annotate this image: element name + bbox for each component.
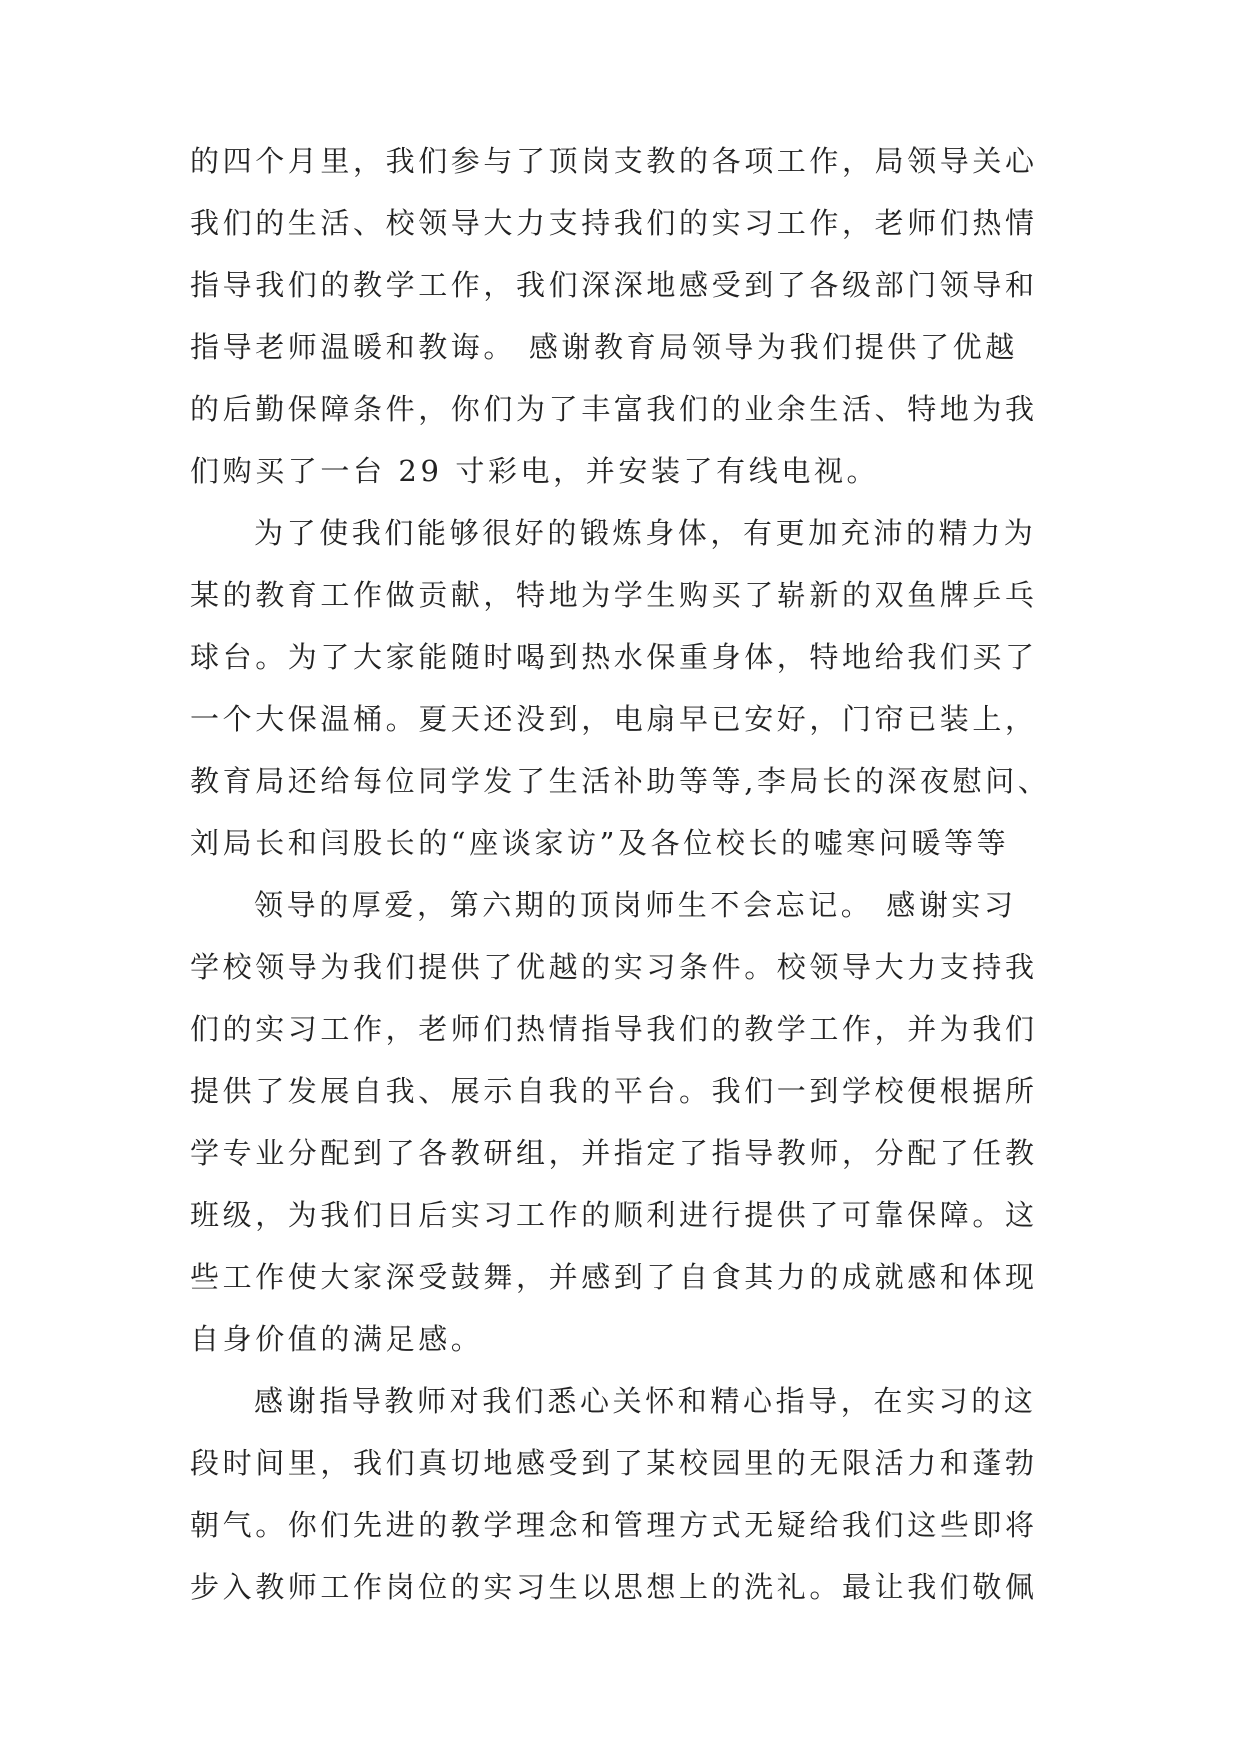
text-line: 我们的生活、校领导大力支持我们的实习工作，老师们热情	[190, 206, 1038, 240]
text-line: 的四个月里，我们参与了顶岗支教的各项工作，局领导关心	[190, 144, 1038, 178]
text-line: 自身价值的满足感。	[190, 1322, 484, 1356]
paragraph-first-line: 感谢指导教师对我们悉心关怀和精心指导，在实习的这	[254, 1384, 1037, 1418]
paragraph-first-line: 为了使我们能够很好的锻炼身体，有更加充沛的精力为	[254, 516, 1037, 550]
text-line: 些工作使大家深受鼓舞，并感到了自食其力的成就感和体现	[190, 1260, 1038, 1294]
text-line: 一个大保温桶。夏天还没到，电扇早已安好，门帘已装上，	[190, 702, 1038, 736]
text-line: 提供了发展自我、展示自我的平台。我们一到学校便根据所	[190, 1074, 1038, 1108]
text-line: 的后勤保障条件，你们为了丰富我们的业余生活、特地为我	[190, 392, 1038, 426]
text-line: 朝气。你们先进的教学理念和管理方式无疑给我们这些即将	[190, 1508, 1038, 1542]
body-text	[190, 130, 1070, 1618]
paragraph-first-line: 领导的厚爱，第六期的顶岗师生不会忘记。 感谢实习	[254, 888, 1017, 922]
text-line: 们的实习工作，老师们热情指导我们的教学工作，并为我们	[190, 1012, 1038, 1046]
text-line: 教育局还给每位同学发了生活补助等等,李局长的深夜慰问、	[190, 764, 1051, 798]
text-line: 学专业分配到了各教研组，并指定了指导教师，分配了任教	[190, 1136, 1038, 1170]
text-line: 段时间里，我们真切地感受到了某校园里的无限活力和蓬勃	[190, 1446, 1038, 1480]
text-line: 指导老师温暖和教诲。 感谢教育局领导为我们提供了优越	[190, 330, 1018, 364]
text-line: 班级，为我们日后实习工作的顺利进行提供了可靠保障。这	[190, 1198, 1038, 1232]
text-line: 球台。为了大家能随时喝到热水保重身体，特地给我们买了	[190, 640, 1038, 674]
text-line: 刘局长和闫股长的“座谈家访”及各位校长的嘘寒问暖等等	[190, 826, 1010, 860]
text-line: 指导我们的教学工作，我们深深地感受到了各级部门领导和	[190, 268, 1038, 302]
text-line: 学校领导为我们提供了优越的实习条件。校领导大力支持我	[190, 950, 1038, 984]
text-line: 们购买了一台 29 寸彩电，并安装了有线电视。	[190, 454, 880, 488]
text-line: 步入教师工作岗位的实习生以思想上的洗礼。最让我们敬佩	[190, 1570, 1038, 1604]
text-line: 某的教育工作做贡献，特地为学生购买了崭新的双鱼牌乒乓	[190, 578, 1038, 612]
